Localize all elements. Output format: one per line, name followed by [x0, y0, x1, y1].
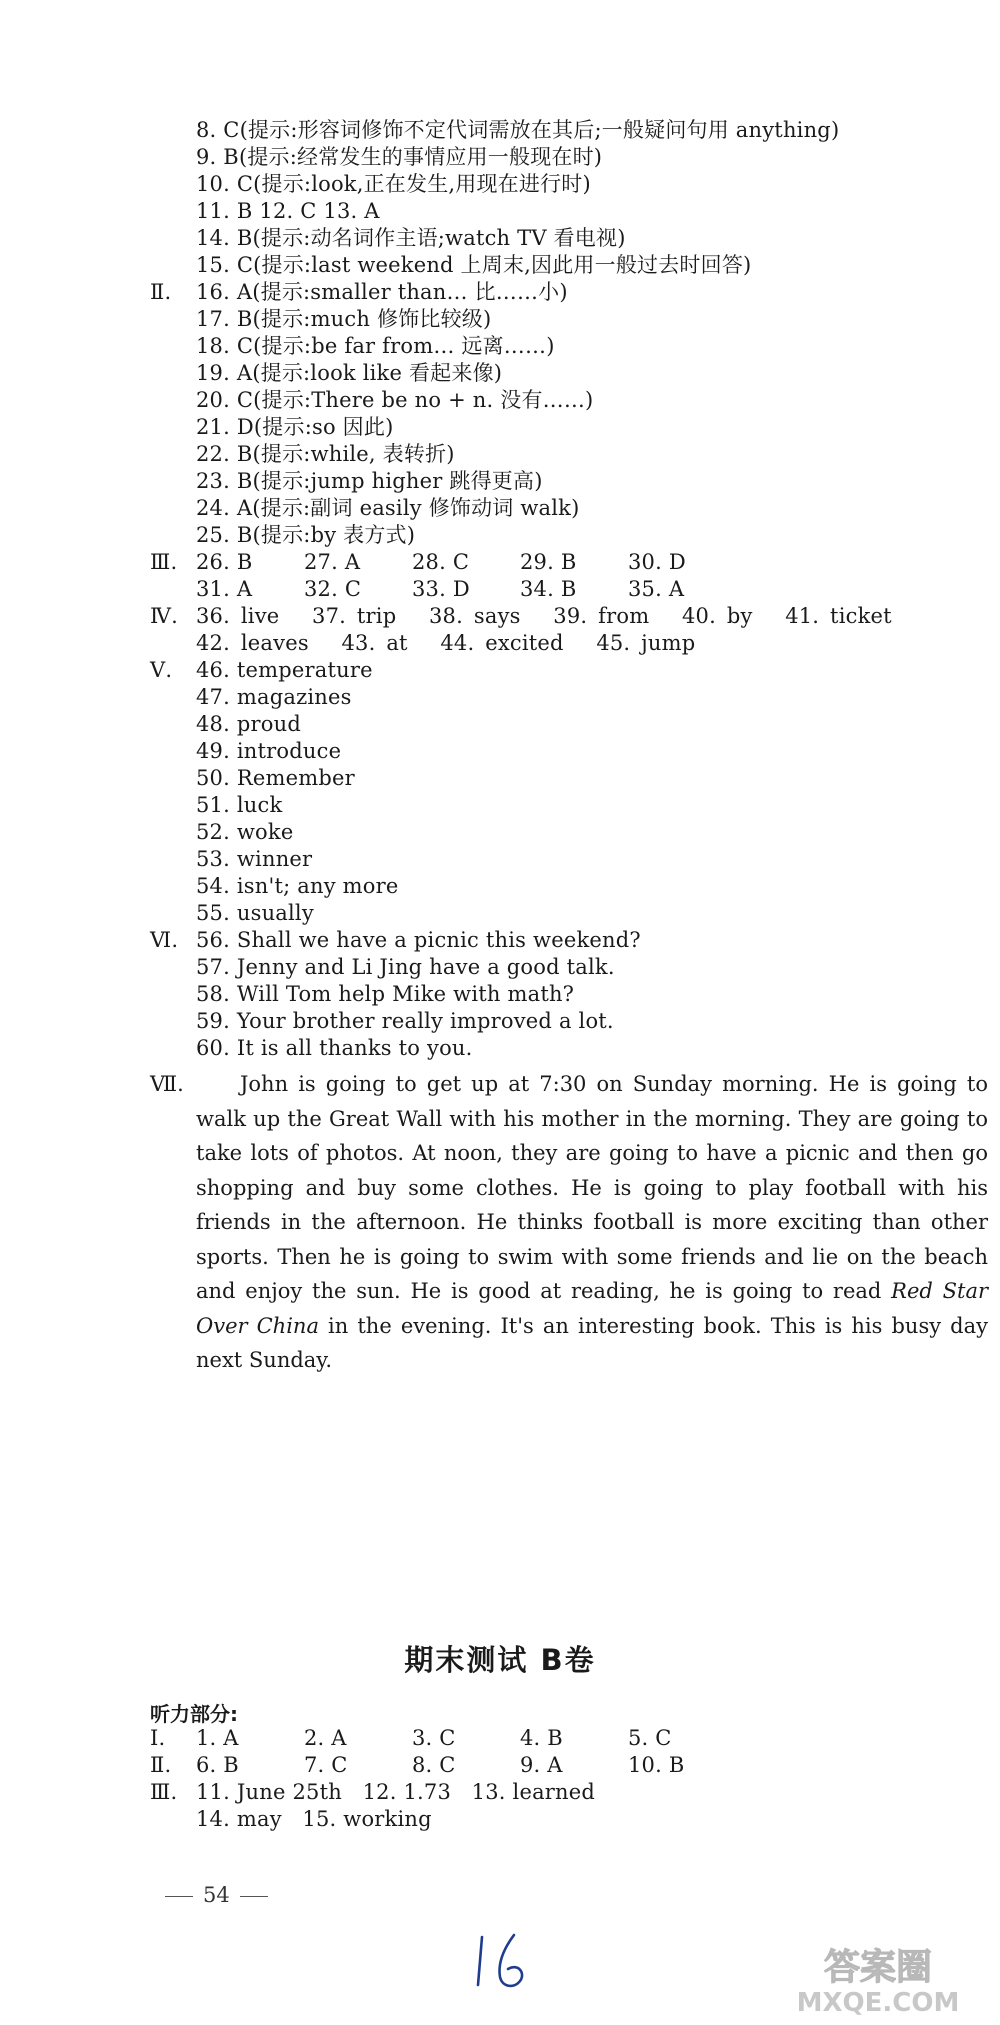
writing-paragraph [196, 1067, 988, 1378]
answer-row [196, 575, 736, 603]
answer-row [196, 1805, 432, 1833]
answer-item: 36. live [196, 604, 280, 628]
answer-line: 20. C(提示:There be no + n. 没有……) [196, 388, 594, 412]
answer-line: 17. B(提示:much 修饰比较级) [196, 307, 492, 331]
answer-item: 5. C [628, 1726, 672, 1750]
answer-row [196, 1778, 595, 1806]
answer-item: 44. excited [440, 631, 564, 655]
answer-line: 18. C(提示:be far from… 远离……) [196, 334, 555, 358]
answer-item: 14. may [196, 1807, 282, 1831]
page-number-text: 54 [203, 1883, 230, 1907]
section-numeral: Ⅴ. [150, 658, 173, 682]
answer-line: 19. A(提示:look like 看起来像) [196, 361, 503, 385]
answer-line: 53. winner [196, 847, 313, 871]
section-numeral: Ⅱ. [150, 280, 172, 304]
answer-item: 3. C [412, 1726, 456, 1750]
answer-line: 15. C(提示:last weekend 上周末,因此用一般过去时回答) [196, 253, 752, 277]
section-numeral: Ⅱ. [150, 1753, 172, 1777]
answer-row [196, 1751, 736, 1779]
answer-item: 29. B [520, 550, 577, 574]
answer-item: 2. A [304, 1726, 347, 1750]
answer-item: 42. leaves [196, 631, 309, 655]
answer-item: 11. June 25th [196, 1780, 342, 1804]
paragraph-text: John is going to get up at 7:30 on Sunday morning. He is going to walk up the Great Wall with his mother in the morning. They are going to take lots of photos. At noon, they are going to have a picnic and then go shopping and buy some clothes. He is going to play football with his friends in the afternoon. He thinks football is more exciting than other sports. Then he is going to swim with some friends and lie on the beach and enjoy the sun. He is good at reading, he is going to read [196, 1072, 988, 1303]
answer-item: 28. C [412, 550, 470, 574]
svg-text:答案圈: 答案圈 [823, 1947, 933, 1988]
answer-item: 7. C [304, 1753, 348, 1777]
answer-row [196, 629, 695, 657]
book-title: Red Star Over China [196, 1279, 989, 1338]
page-number [155, 1883, 278, 1907]
answer-row [196, 548, 736, 576]
answer-line: 58. Will Tom help Mike with math? [196, 982, 575, 1006]
answer-line: 25. B(提示:by 表方式) [196, 523, 416, 547]
answer-line: 24. A(提示:副词 easily 修饰动词 walk) [196, 496, 580, 520]
answer-line: 60. It is all thanks to you. [196, 1036, 473, 1060]
answer-line: 56. Shall we have a picnic this weekend? [196, 928, 641, 952]
answer-item: 35. A [628, 577, 685, 601]
answer-item: 38. says [429, 604, 521, 628]
answer-item: 39. from [553, 604, 650, 628]
divider [165, 1896, 193, 1897]
answer-item: 45. jump [596, 631, 696, 655]
section-numeral: Ⅲ. [150, 1780, 178, 1804]
answer-item: 41. ticket [785, 604, 892, 628]
answer-line: 14. B(提示:动名词作主语;watch TV 看电视) [196, 226, 626, 250]
answer-item: 4. B [520, 1726, 563, 1750]
answer-line: 52. woke [196, 820, 294, 844]
answer-row [196, 602, 892, 630]
answer-line: 50. Remember [196, 766, 355, 790]
answer-line: 10. C(提示:look,正在发生,用现在进行时) [196, 172, 591, 196]
section-numeral: Ⅶ. [150, 1072, 184, 1096]
answer-row [196, 1724, 736, 1752]
answer-item: 31. A [196, 577, 253, 601]
section-numeral: Ⅲ. [150, 550, 178, 574]
answer-line: 47. magazines [196, 685, 352, 709]
answer-line: 23. B(提示:jump higher 跳得更高) [196, 469, 543, 493]
answer-line: 49. introduce [196, 739, 342, 763]
answer-line: 59. Your brother really improved a lot. [196, 1009, 614, 1033]
handwritten-number [468, 1925, 538, 1995]
answer-item: 1. A [196, 1726, 239, 1750]
answer-item: 10. B [628, 1753, 685, 1777]
answer-item: 6. B [196, 1753, 239, 1777]
section-numeral: Ⅰ. [150, 1726, 166, 1750]
answer-line: 55. usually [196, 901, 314, 925]
answer-item: 8. C [412, 1753, 456, 1777]
answer-line: 54. isn't; any more [196, 874, 399, 898]
answer-line: 9. B(提示:经常发生的事情应用一般现在时) [196, 145, 603, 169]
answer-item: 30. D [628, 550, 686, 574]
divider [240, 1896, 268, 1897]
answer-line: 51. luck [196, 793, 283, 817]
answer-line: 22. B(提示:while, 表转折) [196, 442, 455, 466]
section-numeral: Ⅳ. [150, 604, 179, 628]
answer-item: 13. learned [471, 1780, 596, 1804]
answer-item: 32. C [304, 577, 362, 601]
listening-heading: 听力部分: [150, 1702, 238, 1726]
answer-item: 9. A [520, 1753, 563, 1777]
answer-item: 12. 1.73 [362, 1780, 452, 1804]
answer-line: 57. Jenny and Li Jing have a good talk. [196, 955, 615, 979]
answer-line: 11. B 12. C 13. A [196, 199, 380, 223]
paragraph-text: in the evening. It's an interesting book. This is his busy day next Sunday. [196, 1313, 989, 1372]
answer-line: 21. D(提示:so 因此) [196, 415, 394, 439]
answer-line: 8. C(提示:形容词修饰不定代词需放在其后;一般疑问句用 anything) [196, 118, 840, 142]
section-numeral: Ⅵ. [150, 928, 179, 952]
answer-line: 16. A(提示:smaller than… 比……小) [196, 280, 568, 304]
watermark-logo [768, 1939, 988, 2017]
answer-item: 26. B [196, 550, 253, 574]
svg-text:MXQE.COM: MXQE.COM [796, 1988, 960, 2017]
answer-item: 37. trip [312, 604, 397, 628]
answer-item: 33. D [412, 577, 470, 601]
answer-item: 40. by [681, 604, 753, 628]
answer-item: 34. B [520, 577, 577, 601]
answer-line: 48. proud [196, 712, 301, 736]
section-title: 期末测试 B卷 [404, 1643, 596, 1677]
answer-item: 43. at [341, 631, 408, 655]
answer-line: 46. temperature [196, 658, 373, 682]
answer-item: 27. A [304, 550, 361, 574]
answer-item: 15. working [302, 1807, 432, 1831]
